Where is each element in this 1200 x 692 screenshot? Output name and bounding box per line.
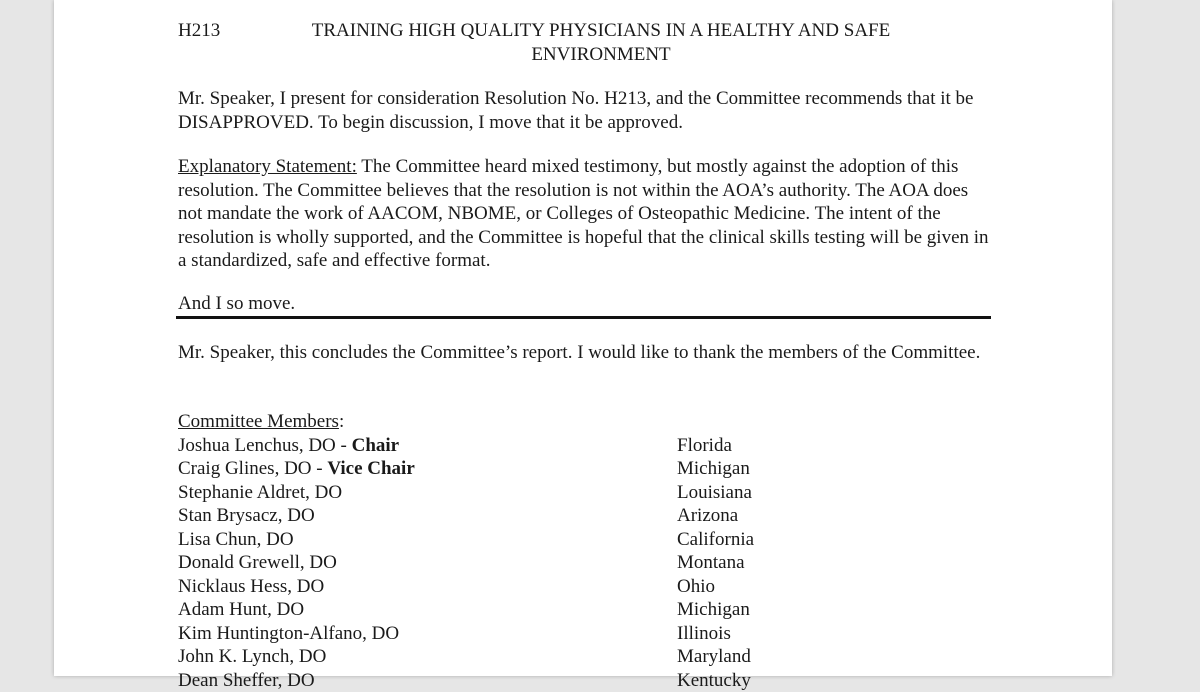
motion-text: And I so move. (178, 292, 992, 316)
member-role: Vice Chair (327, 458, 414, 479)
member-name: Craig Glines, DO - Vice Chair (178, 457, 415, 481)
member-list (178, 434, 992, 692)
member-row (178, 434, 992, 458)
member-row (178, 645, 992, 669)
member-state: California (677, 528, 754, 552)
explanatory-text: The Committee heard mixed testimony, but mostly against the adoption of this resolution. The Committee believes that the resolution is not within the AOA’s authority. The AOA does not mandate the work of AACOM, NBOME, or Colleges of Osteopathic Medicine. The intent of the resolution is wholly supported, and the Committee is hopeful that the clinical skills testing will be given in a standardized, safe and effective format. (178, 156, 989, 271)
member-state: Michigan (677, 457, 750, 481)
member-state: Illinois (677, 622, 731, 646)
member-name: Dean Sheffer, DO (178, 669, 315, 692)
member-name: Lisa Chun, DO (178, 528, 294, 552)
member-state: Michigan (677, 598, 750, 622)
member-state: Maryland (677, 645, 751, 669)
committee-members (178, 410, 992, 692)
member-name: Stephanie Aldret, DO (178, 481, 342, 505)
member-row (178, 598, 992, 622)
member-name: Nicklaus Hess, DO (178, 575, 324, 599)
member-row (178, 551, 992, 575)
closing-paragraph: Mr. Speaker, this concludes the Committee’s report. I would like to thank the members of the Committee. (178, 341, 992, 365)
member-name: Donald Grewell, DO (178, 551, 337, 575)
member-row (178, 622, 992, 646)
resolution-number: H213 (178, 19, 220, 43)
member-row (178, 528, 992, 552)
explanatory-statement (178, 155, 992, 273)
document-page (54, 0, 1112, 676)
member-state: Kentucky (677, 669, 751, 692)
member-name: Stan Brysacz, DO (178, 504, 315, 528)
member-state: Ohio (677, 575, 715, 599)
member-row (178, 457, 992, 481)
member-state: Florida (677, 434, 732, 458)
resolution-title: TRAINING HIGH QUALITY PHYSICIANS IN A HEALTHY AND SAFE ENVIRONMENT (271, 19, 931, 66)
member-state: Arizona (677, 504, 738, 528)
member-row (178, 669, 992, 692)
section-divider (176, 316, 991, 319)
members-heading: Committee Members: (178, 410, 992, 434)
member-state: Louisiana (677, 481, 752, 505)
member-name: John K. Lynch, DO (178, 645, 326, 669)
member-name: Adam Hunt, DO (178, 598, 304, 622)
member-role: Chair (352, 435, 400, 456)
member-row (178, 504, 992, 528)
explanatory-label: Explanatory Statement: (178, 156, 357, 177)
member-row (178, 575, 992, 599)
intro-paragraph: Mr. Speaker, I present for consideration Resolution No. H213, and the Committee recommends that it be DISAPPROVED. To begin discussion, I move that it be approved. (178, 87, 992, 134)
member-state: Montana (677, 551, 745, 575)
member-row (178, 481, 992, 505)
member-name: Kim Huntington-Alfano, DO (178, 622, 399, 646)
member-name: Joshua Lenchus, DO - Chair (178, 434, 399, 458)
